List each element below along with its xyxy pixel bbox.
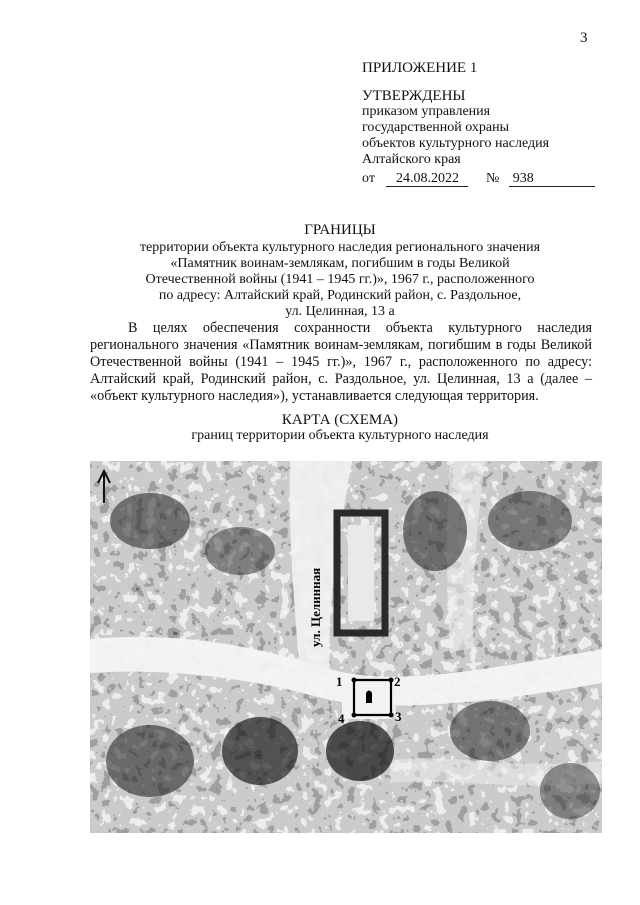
heading-line: ул. Целинная, 13 а [285, 304, 395, 319]
approval-line: Алтайского края [362, 152, 461, 167]
document-title: ГРАНИЦЫ [304, 222, 376, 238]
point-label: 1 [336, 674, 343, 689]
point-label: 2 [394, 674, 401, 689]
monument-icon [366, 691, 372, 704]
boundary-point-3 [389, 713, 394, 718]
aerial-map-image [90, 461, 602, 833]
map-heading [90, 412, 590, 444]
from-label: от [362, 171, 375, 186]
number-label: № [485, 171, 500, 186]
heading-line: по адресу: Алтайский край, Родинский район, с. Раздольное, [158, 288, 522, 303]
order-date: 24.08.2022 [386, 171, 468, 187]
approval-line: приказом управления [362, 104, 491, 119]
point-label: 3 [395, 709, 402, 724]
order-line [362, 171, 622, 187]
appendix-label: ПРИЛОЖЕНИЕ 1 [362, 60, 478, 76]
boundary-point-1 [352, 678, 357, 683]
heading-line: территории объекта культурного наследия регионального значения [139, 240, 541, 255]
point-label: 4 [338, 711, 345, 726]
paragraph-text: В целях обеспечения сохранности объекта культурного наследия регионального значения «Памятник воинам-землякам, погибшим в годы Великой Отечественной войны (1941 – 1945 гг.)», 1967 г., расположенного по адресу: Алтайский край, Родинский район, с. Раздольное, ул. Целинная, 13 а (далее – «объект культурного наследия»), устанавливается следующая территория. [90, 320, 592, 404]
approval-block [362, 60, 622, 187]
body-paragraph [90, 320, 592, 405]
approved-label: УТВЕРЖДЕНЫ [362, 88, 466, 104]
document-heading [90, 222, 590, 320]
map-title: КАРТА (СХЕМА) [281, 412, 399, 428]
map-scheme [90, 461, 602, 833]
approval-line: государственной охраны [362, 120, 510, 135]
page-number: 3 [580, 30, 588, 46]
heading-line: Отечественной войны (1941 – 1945 гг.)», 1967 г., расположенного [145, 272, 535, 287]
approval-line: объектов культурного наследия [362, 136, 550, 151]
map-subtitle: границ территории объекта культурного наследия [191, 428, 489, 443]
boundary-point-4 [352, 713, 357, 718]
heading-line: «Памятник воинам-землякам, погибшим в годы Великой [170, 256, 510, 271]
order-number: 938 [509, 171, 595, 187]
street-label: ул. Целинная [308, 567, 323, 647]
boundary-point-2 [389, 678, 394, 683]
